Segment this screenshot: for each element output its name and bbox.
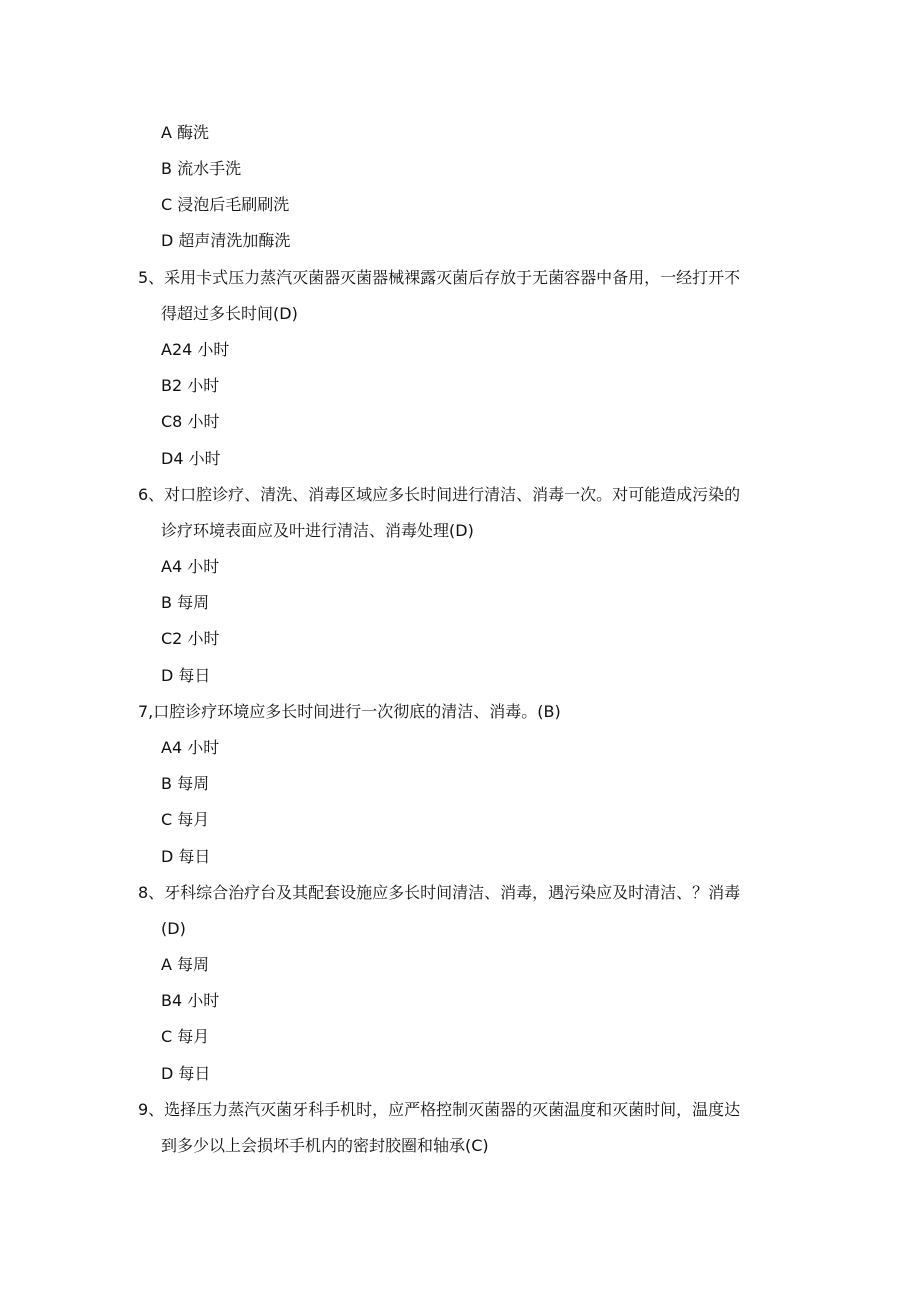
option-q6-a: A4 小时: [161, 557, 220, 576]
option-q7-b: B 每周: [161, 774, 210, 793]
question-9-line-2: 到多少以上会损坏手机内的密封胶圈和轴承(C): [161, 1136, 489, 1155]
option-q5-a: A24 小时: [161, 340, 230, 359]
question-7-line-1: 7,口腔诊疗环境应多长时间进行一次彻底的清洁、消毒。(B): [138, 702, 561, 721]
option-q4-b: B 流水手洗: [161, 159, 242, 178]
question-5-line-2: 得超过多长时间(D): [161, 304, 298, 323]
option-q8-d: D 每日: [161, 1064, 211, 1083]
option-q4-a: A 酶洗: [161, 123, 210, 142]
option-q5-c: C8 小时: [161, 412, 220, 431]
option-q7-c: C 每月: [161, 810, 210, 829]
option-q6-b: B 每周: [161, 593, 210, 612]
option-q4-d: D 超声清洗加酶洗: [161, 231, 291, 250]
option-q5-b: B2 小时: [161, 376, 220, 395]
option-q4-c: C 浸泡后毛刷刷洗: [161, 195, 290, 214]
question-8-line-2: (D): [161, 919, 186, 938]
option-q8-c: C 每月: [161, 1027, 210, 1046]
option-q7-d: D 每日: [161, 847, 211, 866]
question-5-line-1: 5、采用卡式压力蒸汽灭菌器灭菌器械裸露灭菌后存放于无菌容器中备用，一经打开不: [138, 268, 741, 287]
option-q5-d: D4 小时: [161, 449, 221, 468]
option-q6-c: C2 小时: [161, 629, 220, 648]
question-6-line-1: 6、对口腔诊疗、清洗、消毒区域应多长时间进行清洁、消毒一次。对可能造成污染的: [138, 485, 741, 504]
option-q6-d: D 每日: [161, 666, 211, 685]
question-6-line-2: 诊疗环境表面应及叶进行清洁、消毒处理(D): [161, 521, 474, 540]
option-q8-b: B4 小时: [161, 991, 220, 1010]
option-q7-a: A4 小时: [161, 738, 220, 757]
option-q8-a: A 每周: [161, 955, 210, 974]
question-8-line-1: 8、牙科综合治疗台及其配套设施应多长时间清洁、消毒，遇污染应及时清洁、？消毒: [138, 883, 741, 902]
question-9-line-1: 9、选择压力蒸汽灭菌牙科手机时，应严格控制灭菌器的灭菌温度和灭菌时间，温度达: [138, 1100, 741, 1119]
